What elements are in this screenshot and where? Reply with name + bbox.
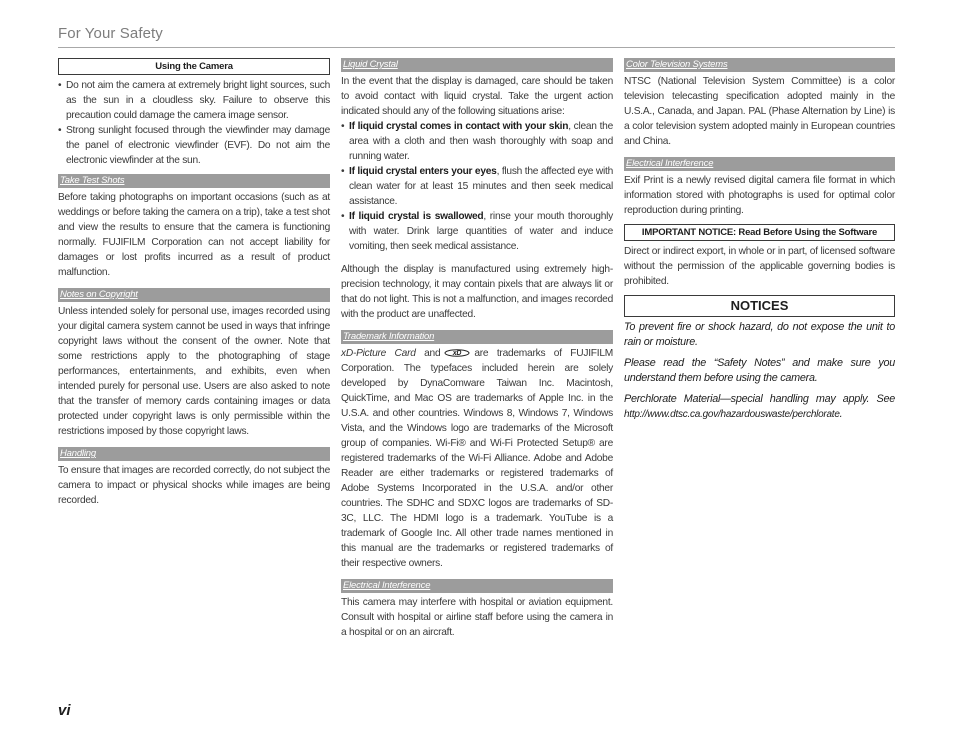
xd-logo-icon — [444, 348, 470, 357]
trademark-and: and — [424, 348, 441, 359]
column-right — [624, 58, 895, 428]
color-tv-heading: Color Television Systems — [624, 58, 895, 72]
color-tv-text: NTSC (National Television System Committee) is a color television telecasting specification adopted mainly in the U.S.A., Canada, and Japan. PAL (Phase Alternation by Line) is a color television system adopted mainly in European countries and China. — [624, 76, 895, 147]
liquid-crystal-list — [341, 119, 613, 254]
notice-perchlorate — [624, 392, 895, 422]
trademark-text — [341, 346, 613, 571]
bullet-text: , rinse your mouth thoroughly with water. Drink large quantities of water and induce vomiting, then seek medical assistance. — [349, 211, 613, 252]
test-shots-text: Before taking photographs on important occasions (such as at weddings or before taking the camera on a trip), take a test shot and view the results to ensure that the camera is functioning normally. FUJIFILM Corporation can not accept liability for damages or lost profits incurred as a result of product malfunction. — [58, 192, 330, 278]
page-number: vi — [58, 702, 71, 719]
handling-heading: Handling — [58, 447, 330, 461]
trademark-heading: Trademark Information — [341, 330, 613, 344]
copyright-heading: Notes on Copyright — [58, 288, 330, 302]
exif-heading: Electrical Interference — [624, 157, 895, 171]
bullet-lead: If liquid crystal comes in contact with your skin — [349, 121, 569, 132]
list-item: • Do not aim the camera at extremely bright light sources, such as the sun in a cloudless sky. Failure to observe this precaution could damage the camera image sensor. — [58, 78, 330, 123]
trademark-body: are trademarks of FUJIFILM Corporation. The typefaces included herein are solely developed by DynaComware Taiwan Inc. Macintosh, QuickTime, and Mac OS are trademarks of Apple Inc. in the U.S.A. and other countries. Windows 8, Windows 7, Windows Vista, and the Windows logo are trademarks of the Microsoft group of companies. Wi-Fi® and Wi-Fi Protected Setup® are registered trademarks of the Wi-Fi Alliance. Adobe and Adobe Reader are either trademarks or registered trademarks of Adobe Systems Incorporated in the U.S.A. and/or other countries. The SDHC and SDXC logos are trademarks of SD-3C, LLC. The HDMI logo is a trademark. YouTube is a trademark of Google Inc. All other trade names mentioned in this manual are the trademarks or registered trademarks of their respective owners. — [341, 348, 613, 569]
copyright-text: Unless intended solely for personal use, images recorded using your digital camera system cannot be used in ways that infringe copyright laws without the consent of the owner. Note that some restrictions apply to the photographing of stage performances, entertainments, and exhibits, even when intended purely for personal use. Users are also asked to note that the transfer of memory cards containing images or data protected under copyright laws is only permissible within the restrictions imposed by those copyright laws. — [58, 306, 330, 437]
bullet-lead: If liquid crystal is swallowed — [349, 211, 484, 222]
exif-text: Exif Print is a newly revised digital camera file format in which information stored with photographs is used for optimal color reproduction during printing. — [624, 175, 895, 216]
column-left — [58, 58, 330, 508]
list-item — [341, 164, 613, 209]
notice-rain: To prevent fire or shock hazard, do not expose the unit to rain or moisture. — [624, 321, 895, 348]
column-middle — [341, 58, 613, 640]
liquid-crystal-outro: Although the display is manufactured using extremely high-precision technology, it may contain pixels that are always lit or that do not light. This is not a malfunction, and images recorded with the product are unaffected. — [341, 264, 613, 320]
bullet-text: , flush the affected eye with clean water for at least 15 minutes and then seek medical assistance. — [349, 166, 613, 207]
perchlorate-text: Perchlorate Material—special handling may apply. See — [624, 393, 895, 405]
header-title: For Your Safety — [58, 25, 163, 42]
list-item — [341, 209, 613, 254]
important-notice-text: Direct or indirect export, in whole or in part, of licensed software without the permission of the applicable governing bodies is prohibited. — [624, 246, 895, 287]
bullet-text: , clean the area with a cloth and then wash thoroughly with soap and running water. — [349, 121, 613, 162]
using-camera-title: Using the Camera — [58, 58, 330, 75]
perchlorate-link[interactable]: http://www.dtsc.ca.gov/hazardouswaste/perchlorate — [624, 409, 840, 420]
interference-heading: Electrical Interference — [341, 579, 613, 593]
handling-text: To ensure that images are recorded correctly, do not subject the camera to impact or physical shocks while images are being recorded. — [58, 465, 330, 506]
xd-card-name: xD-Picture Card — [341, 348, 416, 359]
interference-text: This camera may interfere with hospital or aviation equipment. Consult with hospital or airline staff before using the camera in a hospital or on an aircraft. — [341, 597, 613, 638]
test-shots-heading: Take Test Shots — [58, 174, 330, 188]
using-camera-list — [58, 78, 330, 168]
notice-safety: Please read the “Safety Notes” and make sure you understand them before using the camera. — [624, 357, 895, 384]
important-notice-title: IMPORTANT NOTICE: Read Before Using the Software — [624, 224, 895, 241]
list-item — [341, 119, 613, 164]
bullet-lead: If liquid crystal enters your eyes — [349, 166, 497, 177]
liquid-crystal-heading: Liquid Crystal — [341, 58, 613, 72]
liquid-crystal-intro: In the event that the display is damaged, care should be taken to avoid contact with liquid crystal. Take the urgent action indicated should any of the following situations arise: — [341, 76, 613, 117]
perchlorate-tail: . — [839, 408, 843, 420]
notices-title: NOTICES — [624, 295, 895, 317]
list-item: • Strong sunlight focused through the viewfinder may damage the panel of electronic viewfinder (EVF). Do not aim the electronic viewfinder at the sun. — [58, 123, 330, 168]
page-header — [58, 24, 895, 48]
svg-text:xD: xD — [453, 350, 462, 357]
